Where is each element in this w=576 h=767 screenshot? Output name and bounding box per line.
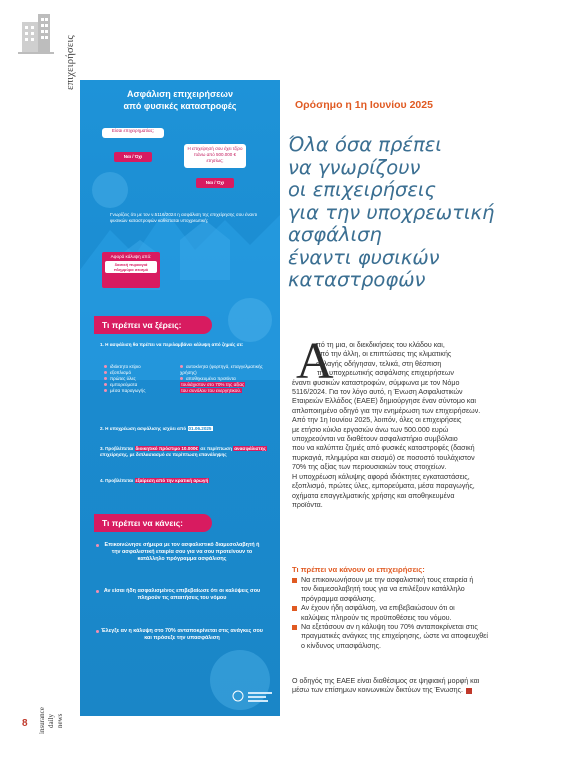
action-item-3: Έλεγξε αν η κάλυψη στο 70% ανταποκρίνεται στις ανάγκες σου και πρόσεξε την υπασφάλιση bbox=[100, 628, 264, 642]
know-point-4: 4. Προβλέπεται εξαίρεση από την κρατική αρωγή bbox=[100, 478, 209, 483]
infographic-background bbox=[80, 80, 280, 716]
answer-1-label: Ναι / Όχι bbox=[114, 152, 152, 162]
brand-logo: insurance daily news bbox=[38, 707, 64, 735]
headline: Όλα όσα πρέπει να γνωρίζουν οι επιχειρήσεις για την υποχρεωτική ασφάλιση έναντι φυσικών καταστροφών bbox=[288, 133, 495, 291]
list-item: Αν έχουν ήδη ασφάλιση, να επιβεβαιώσουν ότι οι καλύψεις πληρούν τις προϋποθέσεις του νόμου. bbox=[292, 604, 558, 623]
law-notice: Γνωρίζεις ότι με τον ν.5116/2024 η ασφάλιση της επιχείρησης σου έναντι φυσικών καταστροφών καθίσταται υποχρεωτική; bbox=[110, 212, 258, 223]
section-label: επιχειρήσεις bbox=[64, 35, 76, 90]
coverage-box: Αφορά κάλυψη από: δασική πυρκαγιά πλημμύρα σεισμό bbox=[102, 252, 160, 288]
list-item: Να επικοινωνήσουν με την ασφαλιστική τους εταιρεία ή τον διαμεσολαβητή τους για να επιλέξουν κατάλληλο πρόγραμμα ασφάλισης. bbox=[292, 576, 558, 604]
know-point-2: 2. Η υποχρέωση ασφάλισης ισχύει από 01.06.2025 bbox=[100, 426, 212, 431]
building-icon bbox=[18, 10, 54, 54]
question-1: Είσαι επιχειρηματίας; bbox=[102, 128, 164, 138]
page-number: 8 bbox=[22, 718, 28, 729]
end-mark-icon bbox=[466, 688, 472, 694]
action-list bbox=[292, 576, 558, 651]
drop-cap: Α bbox=[296, 333, 334, 390]
know-point-1: 1. Η ασφάλιση θα πρέπει να περιλαμβάνει κάλυψη από ζημιές σε: bbox=[100, 342, 244, 347]
question-2: Η επιχείρησή σου έχει τζίρο πάνω από 500.000 € ετησίως; bbox=[184, 144, 246, 168]
article-outro: Ο οδηγός της ΕΑΕΕ είναι διαθέσιμος σε ψηφιακή μορφή και μέσω των επίσημων κοινωνικών δικτύων της Ένωσης. bbox=[292, 677, 480, 695]
know-point-3: 3. Προβλέπεται διοικητικό πρόστιμο 10.000€ σε περίπτωση ανασφάλιστης επιχείρησης, με διπλασιασμό σε περίπτωση επανάληψης bbox=[100, 446, 266, 457]
article-body: πό τη μια, οι διεκδικήσεις του κλάδου και, από την άλλη, οι επιπτώσεις της κλιματικής αλλαγής οδήγησαν, τελικά, στη θέσπιση της υποχρεωτικής ασφάλισης επιχειρήσεων έναντι φυσικών καταστροφών, σύμφωνα με τον Νόμο 5116/2024. Για τον λόγο αυτό, η Ένωση Ασφαλιστικών Εταιρειών Ελλάδος (ΕΑΕΕ) δημιούργησε έναν σύντομο και απλοποιημένο οδηγό για την ενημέρωση των επιχειρήσεων. Από την 1η Ιουνίου 2025, λοιπόν, όλες οι επιχειρήσεις με ετήσιο κύκλο εργασιών άνω των 500.000 ευρώ υποχρεούνται να διαθέτουν ασφαλιστήριο συμβόλαιο που να καλύπτει ζημιές από φυσικές καταστροφές (δασική πυρκαγιά, πλημμύρα και σεισμό) σε ποσοστό τουλάχιστον 70% της αξίας των περιουσιακών τους στοιχείων. Η υποχρέωση κάλυψης αφορά ιδιόκτητες εγκαταστάσεις, εξοπλισμό, πρώτες ύλες, εμπορεύματα, μέσα παραγωγής, οχήματα επαγγελματικής χρήσης και αποθηκευμένα προϊόντα. bbox=[292, 341, 481, 509]
section-what-to-know: Τι πρέπει να ξέρεις: bbox=[94, 316, 212, 334]
subheading: Τι πρέπει να κάνουν οι επιχειρήσεις: bbox=[292, 565, 425, 574]
coverage-list-a: ιδιόκτητο κτίριο εξοπλισμό πρώτες ύλες εμπορεύματα μέσα παραγωγής bbox=[104, 364, 174, 394]
date-line: Ορόσημο η 1η Ιουνίου 2025 bbox=[295, 99, 433, 111]
answer-2-label: Ναι / Όχι bbox=[196, 178, 234, 188]
list-item: Να εξετάσουν αν η κάλυψη του 70% ανταποκρίνεται στις πραγματικές ανάγκες της επιχείρησης, ώστε να αποφευχθεί ο κίνδυνος υπασφάλισης. bbox=[292, 623, 558, 651]
coverage-list-b: αυτοκίνητα (φορτηγά, επαγγελματικής χρήσης) αποθηκευμένα προϊόντα τουλάχιστον στο 70% της αξίας του συνόλου του ενεργητικού. bbox=[180, 364, 263, 393]
infographic-title: Ασφάλιση επιχειρήσεων από φυσικές καταστροφές bbox=[123, 89, 237, 111]
infographic bbox=[80, 80, 280, 716]
action-item-1: Επικοινώνησε σήμερα με τον ασφαλιστικό διαμεσολαβητή ή την ασφαλιστική εταιρία σου για να σου προτείνουν το κατάλληλο πρόγραμμα ασφάλισης bbox=[100, 542, 264, 563]
section-what-to-do: Τι πρέπει να κάνεις: bbox=[94, 514, 212, 532]
action-item-2: Αν είσαι ήδη ασφαλισμένος επιβεβαίωσε ότι οι καλύψεις σου πληρούν τις απαιτήσεις του νόμου bbox=[100, 588, 264, 602]
